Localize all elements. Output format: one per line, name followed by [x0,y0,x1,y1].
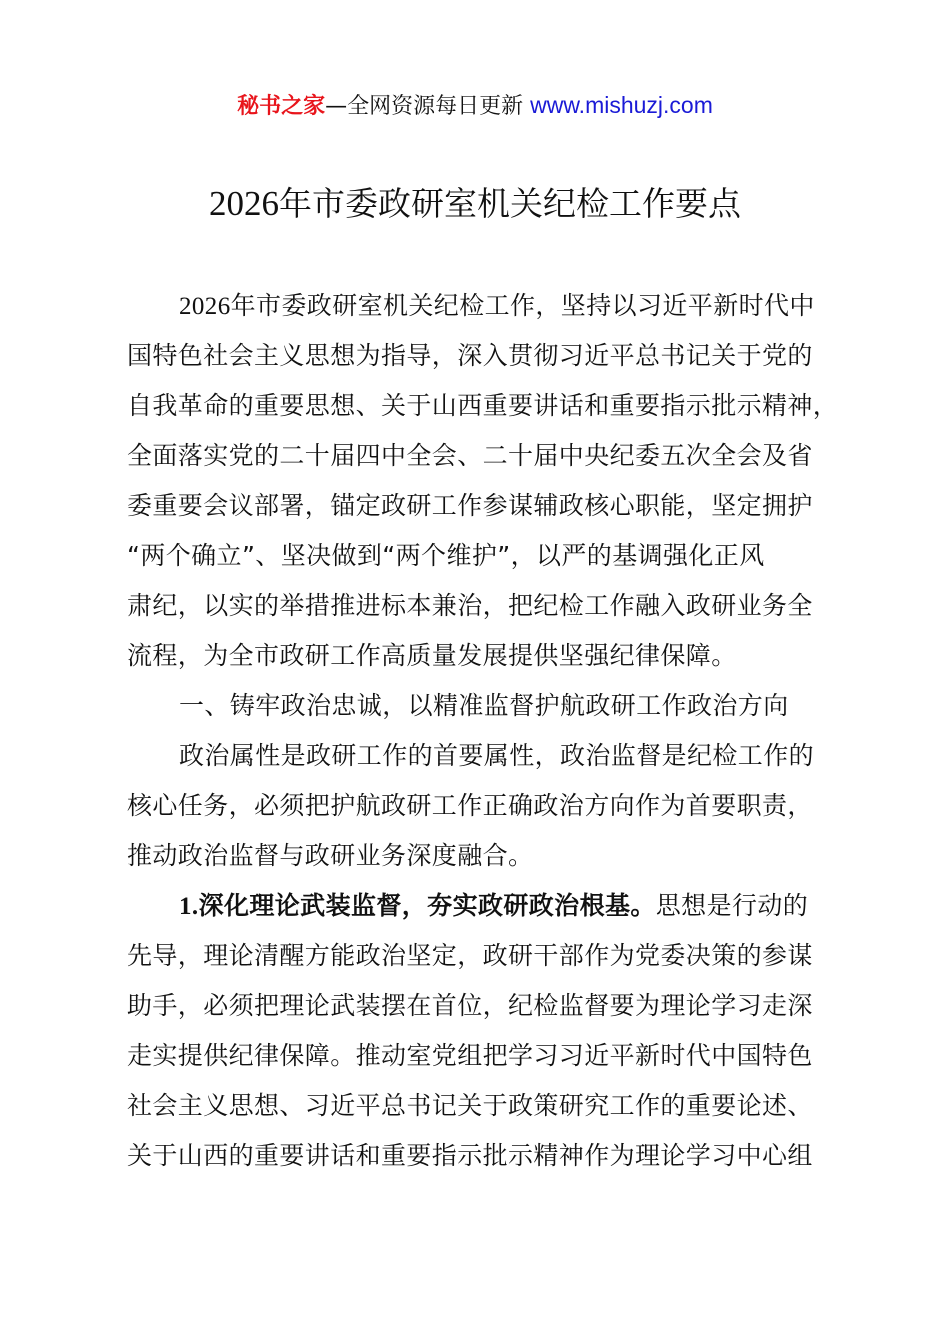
brand-name: 秘书之家 [237,94,326,119]
paragraph-year: 2026 [179,293,231,320]
paragraph-line: “两个确立”、坚决做到“两个维护”，以严的基调强化正风 [127,541,765,570]
paragraph-line: 推动政治监督与政研业务深度融合。 [127,841,534,870]
paragraph-line: 国特色社会主义思想为指导，深入贯彻习近平总书记关于党的 [127,341,813,370]
paragraph-line: 先导，理论清醒方能政治坚定，政研干部作为党委决策的参谋 [127,941,813,970]
site-url-link[interactable]: www.mishuzj.com [530,92,713,118]
paragraph-text: 年市委政研室机关纪检工作，坚持以习近平新时代中 [230,291,815,320]
banner-tagline: —全网资源每日更新 [325,94,531,119]
subheading-lead [179,891,656,920]
paragraph-line: 肃纪，以实的举措推进标本兼治，把纪检工作融入政研业务全 [127,591,813,620]
paragraph-line: 委重要会议部署，锚定政研工作参谋辅政核心职能，坚定拥护 [127,491,813,520]
site-banner [0,88,950,124]
paragraph-text: 思想是行动的 [655,891,809,920]
paragraph-line: 社会主义思想、习近平总书记关于政策研究工作的重要论述、 [127,1091,813,1120]
paragraph-line: 政治属性是政研工作的首要属性，政治监督是纪检工作的 [179,741,815,770]
title-year: 2026 [209,184,279,223]
paragraph-line: 自我革命的重要思想、关于山西重要讲话和重要指示批示精神， [127,391,839,420]
paragraph-line: 核心任务，必须把护航政研工作正确政治方向作为首要职责， [127,791,813,820]
paragraph-line: 关于山西的重要讲话和重要指示批示精神作为理论学习中心组 [127,1141,813,1170]
title-text: 年市委政研室机关纪检工作要点 [279,184,741,223]
paragraph-line: 流程，为全市政研工作高质量发展提供坚强纪律保障。 [127,641,737,670]
paragraph-line: 走实提供纪律保障。推动室党组把学习习近平新时代中国特色 [127,1041,813,1070]
paragraph-line [127,883,837,933]
document-title [0,182,950,226]
subheading-text: 深化理论武装监督，夯实政研政治根基。 [198,891,656,920]
document-body [127,283,837,1183]
paragraph-line [127,283,837,333]
paragraph-line: 全面落实党的二十届四中全会、二十届中央纪委五次全会及省 [127,441,813,470]
section-heading: 一、铸牢政治忠诚，以精准监督护航政研工作政治方向 [179,691,789,720]
paragraph-line: 助手，必须把理论武装摆在首位，纪检监督要为理论学习走深 [127,991,813,1020]
subheading-number: 1. [179,893,199,920]
